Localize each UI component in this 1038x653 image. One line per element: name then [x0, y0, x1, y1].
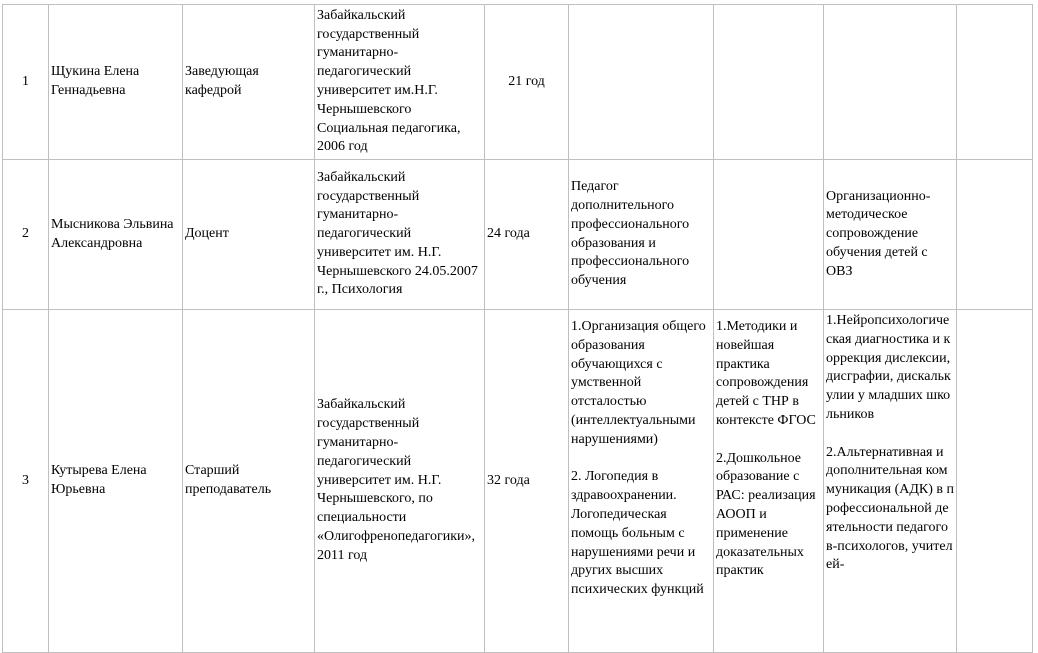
courses-cell: [714, 5, 824, 160]
courses-cell: 1.Методики и новейшая практика сопровождения детей с ТНР в контексте ФГОС 2.Дошкольное образование с РАС: реализация АООП и применение доказательных практик: [714, 310, 824, 653]
row-number: 2: [3, 160, 49, 310]
education-cell: Забайкальский государственный гуманитарно-педагогический университет им.Н.Г. Чернышевского Социальная педагогика, 2006 год: [315, 5, 485, 160]
retraining-cell: Педагог дополнительного профессионального образования и профессионального обучения: [569, 160, 714, 310]
table-row: [3, 310, 1033, 653]
staff-table: [2, 4, 1033, 653]
extra-cell: [957, 160, 1033, 310]
extra-cell: [957, 5, 1033, 160]
employee-position: Старший преподаватель: [183, 310, 315, 653]
education-cell: Забайкальский государственный гуманитарно-педагогический университет им. Н.Г. Чернышевского, по специальности «Олигофренопедагогики», 2011 год: [315, 310, 485, 653]
education-cell: Забайкальский государственный гуманитарно-педагогический университет им. Н.Г. Чернышевского 24.05.2007 г., Психология: [315, 160, 485, 310]
employee-position: Заведующая кафедрой: [183, 5, 315, 160]
experience-cell: 21 год: [485, 5, 569, 160]
employee-name: Щукина Елена Геннадьевна: [49, 5, 183, 160]
retraining-cell: [569, 5, 714, 160]
table-row: [3, 5, 1033, 160]
employee-position: Доцент: [183, 160, 315, 310]
table-row: [3, 160, 1033, 310]
row-number: 1: [3, 5, 49, 160]
experience-cell: 32 года: [485, 310, 569, 653]
employee-name: Мысникова Эльвина Александровна: [49, 160, 183, 310]
employee-name: Кутырева Елена Юрьевна: [49, 310, 183, 653]
qualification-cell: 1.Нейропсихологическая диагностика и коррекция дислексии, дисграфии, дискалькулии у младших школьников 2.Альтернативная и дополнительная коммуникация (АДК) в профессиональной деятельности педагогов-психологов, учителей-: [824, 310, 957, 653]
row-number: 3: [3, 310, 49, 653]
qualification-cell: [824, 5, 957, 160]
extra-cell: [957, 310, 1033, 653]
experience-cell: 24 года: [485, 160, 569, 310]
qualification-cell: Организационно-методическое сопровождение обучения детей с ОВЗ: [824, 160, 957, 310]
courses-cell: [714, 160, 824, 310]
retraining-cell: 1.Организация общего образования обучающихся с умственной отсталостью (интеллектуальными нарушениями) 2. Логопедия в здравоохранении. Логопедическая помощь больным с нарушениями речи и других высших психических функций: [569, 310, 714, 653]
